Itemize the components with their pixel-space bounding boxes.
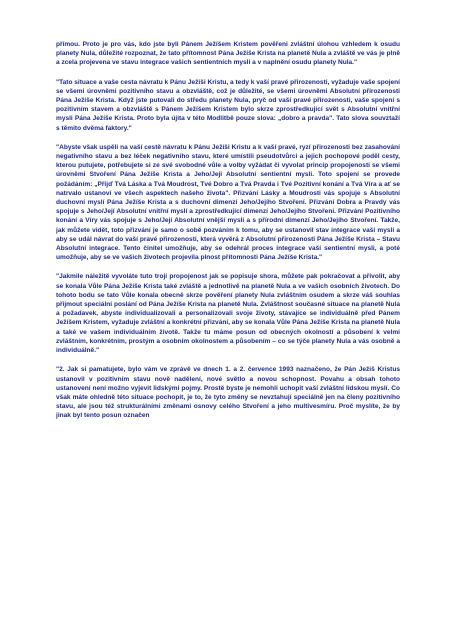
paragraph-5: "2. Jak si pamatujete, bylo vám ve zprávě ve dnech 1. a 2. července 1993 naznačeno, že Pán Ježíš Kristus ustanovil v pozitivním stavu nově nadělení, nové světlo a novou schopnost. Povahu a obsah tohoto ustanovení není možno vyjevit lidskými pojmy. Prostě byste je nemohli uchopit vaší zvláštní lidskou myslí. Co však máte ohledně této situace pochopit, je to, že tyto změny se nevztahují speciálně jen na členy pozitivního stavu, ale jsou též strukturálními změnami osnovy celého Stvoření a jeho multivesmíru. Proč myslíte, že by jinak byl tento posun označen — [56, 366, 400, 420]
paragraph-2: "Tato situace a vaše cesta návratu k Pánu Ježíši Kristu, a tedy k vaší pravé přirozenosti, vyžaduje vaše spojení se všemi úrovněmi pozitivního stavu a obzvláště, což je důležité, se všemi úrovněmi Absolutní přirozenosti Pána Ježíše Krista. Když jste putovali do středu planety Nula, pryč od vaší pravé přirozenosti, vaše spojení s pozitivním stavem a obzvláště s Pánem Ježíšem Kristem bylo skrze zprostředkující svět s Absolutní vnitřní mysli Pána Ježíše Krista. Proto byla újita v této Modlitbě pouze slova: „dobro a pravda". Tato slova souvztaží s těmito dvěma faktory." — [56, 78, 400, 132]
paragraph-3: "Abyste však uspěli na vaší cestě návratu k Pánu Ježíši Kristu a k vaší pravé, ryzí přirozenosti bez zasahování negativního stavu a bez léček negativního stavu, které umístili pseudotvůrci a jejich pochopové poděl cesty, kterou putujete, potřebujete si ze své svobodné vůle a volby vyžádat či vyvolat princip propojenosti se všemi úrovněmi Stvoření Pána Ježíše Krista a Jeho/Její Absolutní sentientní mysli. Toto spojení se provede požádáním: „Přijď Tvá Láska a Tvá Moudrost, Tvé Dobro a Tvá Pravda i Tvé Pozitivní konání a Tvá Víra a ať se natrvalo ustanoví ve všech aspektech našeho života". Přizvání Lásky a Moudrosti vás spojuje s Absolutní duchovní myslí Pána Ježíše Krista a s duchovní dimenzí Jeho/Jejího Stvoření. Přizvání Dobra a Pravdy vás spojuje s Jeho/Její Absolutní vnitřní myslí a zprostředkující dimenzí Jeho/Jejího Stvoření. Přizvání Pozitivního konání a Víry vás spojuje s Jeho/Její Absolutní vnější myslí a s přírodní dimenzí Jeho/Jejího Stvoření. Takže, jak můžete vidět, toto přizvání je samo o sobě pozváním k tomu, aby se ustanovil stav integrace vaší mysli a aby se udál návrat do vaší pravé přirozenosti, která vyvěrá z Absolutní přirozenosti Pána Ježíše Krista – Stavu Absolutní integrace. Tento činitel umožňuje, aby se odehrál proces integrace vaší sentientní mysli, a poté umožňuje, aby se ve vašich životech projevila plnost přítomnosti Pána Ježíše Krista." — [56, 143, 400, 262]
paragraph-4: "Jakmile náležitě vyvoláte tuto trojí propojenost jak se popisuje shora, můžete pak pokračovat a přivolit, aby se konala Vůle Pána Ježíše Krista také zvláště a jednotlivě na planetě Nula a ve vašich osobních životech. Do tohoto bodu se tato Vůle konala obecně skrze pověření planety Nula zvláštním osudem a skrze váš souhlas přijmout speciální poslání od Pána Ježíše Krista na planetě Nula. Zvláštnost současné situace na planetě Nula a požadavek, abyste individualizovali a personalizovali svoje životy, stávajíce se individuálně před Pánem Ježíšem Kristem, vyžaduje zvláštní a konkrétní přizvání, aby se konala Vůle Pána Ježíše Krista na planetě Nula a také ve vašem individuálním životě. Takže tu máme posun od obecných okolností a působení k velmi zvláštním, konkrétním, prostým a osobním okolnostem a působením – co se týče planety Nula a vás osobně a individuálně." — [56, 273, 400, 355]
document-body — [56, 40, 400, 430]
paragraph-1: přímou. Proto je pro vás, kdo jste byli Pánem Ježíšem Kristem pověřeni zvláštní úlohou vzhledem k osudu planety Nula, důležité rozpoznat, že tato přítomnost Pána Ježíše Krista na planetě Nula a zvláště ve vás je plně a zcela projevena ve stavu integrace vašich sentientních mysli a v naplnění osudu planety Nula." — [56, 41, 400, 67]
